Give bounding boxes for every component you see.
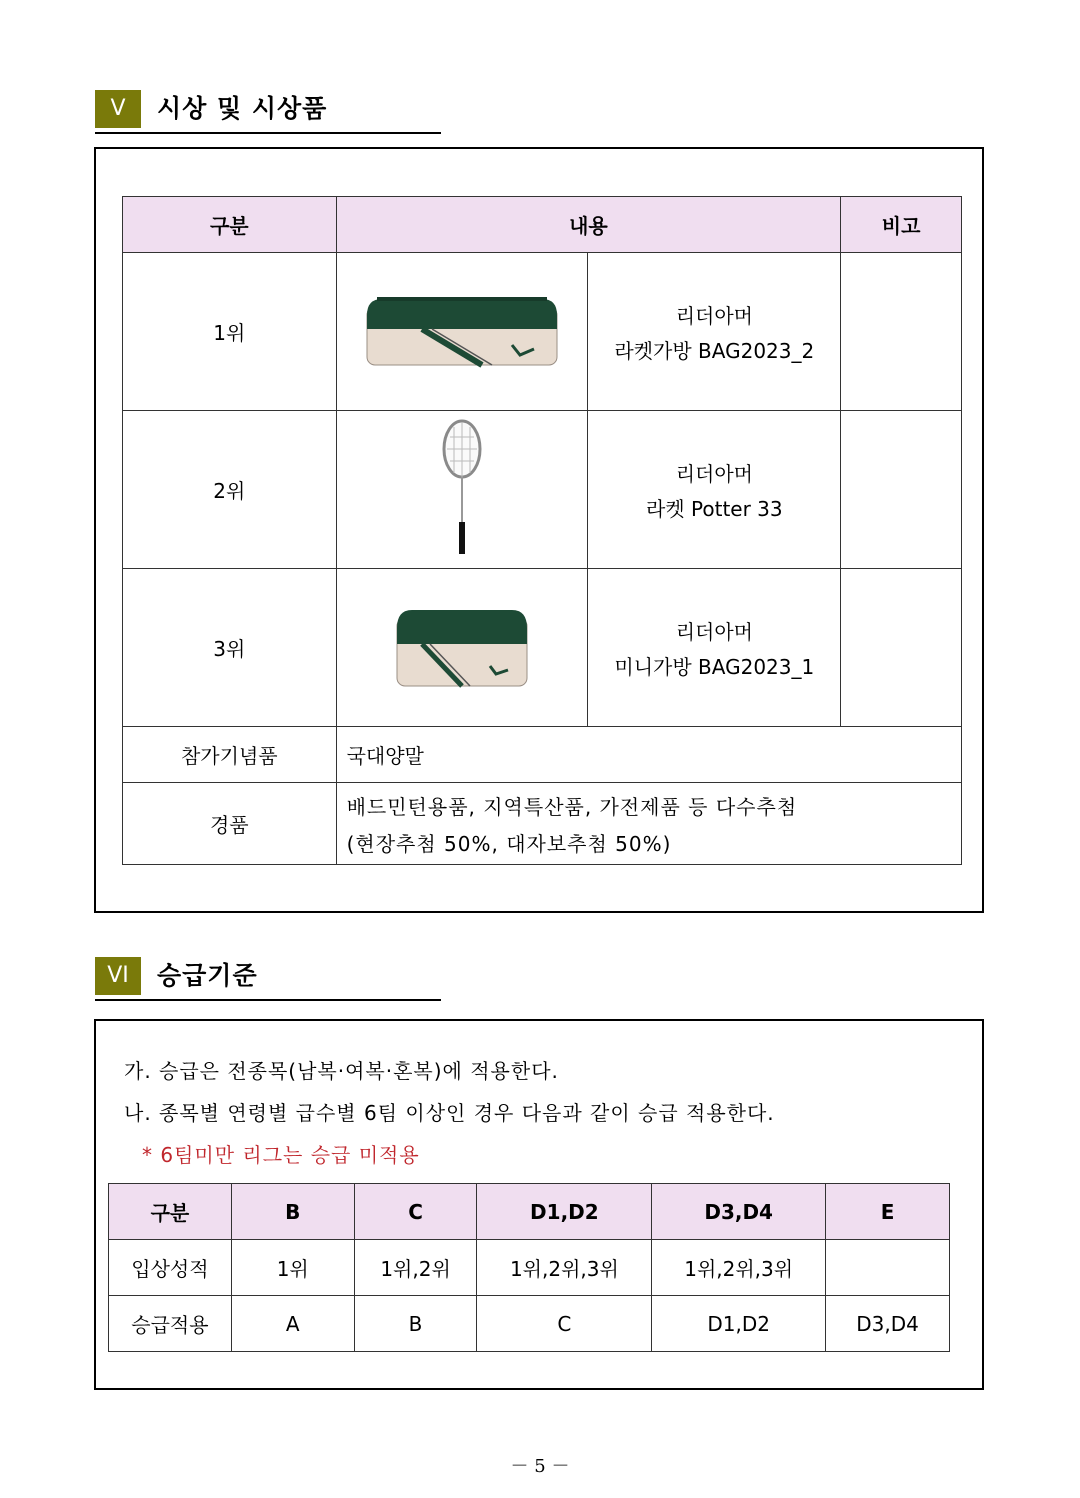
prize-1-brand: 리더아머 [675, 303, 753, 328]
rank-3: 3위 [123, 569, 337, 727]
promo-header-d1d2: D1,D2 [477, 1184, 652, 1240]
table-cell: 승급적용 [109, 1296, 232, 1352]
section-6-heading [95, 957, 441, 1001]
table-cell [826, 1240, 950, 1296]
mini-bag-image [336, 569, 588, 727]
giveaway-label: 경품 [123, 783, 337, 865]
promo-header-e: E [826, 1184, 950, 1240]
table-row [109, 1296, 950, 1352]
table-cell: 1위 [231, 1240, 354, 1296]
table-row [123, 253, 962, 411]
table-cell: A [231, 1296, 354, 1352]
promo-header-b: B [231, 1184, 354, 1240]
page-number: － 5 － [510, 1456, 570, 1477]
awards-box [94, 147, 984, 913]
section-6-title: 승급기준 [157, 961, 258, 990]
promotion-rule-1: 가. 승급은 전종목(남복·여복·혼복)에 적용한다. [124, 1059, 559, 1083]
section-5-heading [95, 90, 441, 134]
table-cell: B [354, 1296, 477, 1352]
racket-image [336, 411, 588, 569]
table-row [123, 727, 962, 783]
table-cell: 입상성적 [109, 1240, 232, 1296]
header-content: 내용 [336, 197, 841, 253]
header-remarks: 비고 [841, 197, 962, 253]
prize-2-item: 라켓 Potter 33 [646, 496, 783, 521]
prize-1-item: 라켓가방 BAG2023_2 [614, 338, 815, 363]
header-category: 구분 [123, 197, 337, 253]
promotion-note: * 6팀미만 리그는 승급 미적용 [142, 1143, 420, 1167]
mini-bag-illustration [392, 600, 532, 690]
souvenir-label: 참가기념품 [123, 727, 337, 783]
awards-table [122, 196, 962, 865]
promotion-rule-2: 나. 종목별 연령별 급수별 6팀 이상인 경우 다음과 같이 승급 적용한다. [124, 1101, 775, 1125]
section-5-number: V [95, 90, 141, 128]
rank-1: 1위 [123, 253, 337, 411]
prize-2-brand: 리더아머 [675, 461, 753, 486]
promo-header-d3d4: D3,D4 [652, 1184, 826, 1240]
promo-header-category: 구분 [109, 1184, 232, 1240]
table-row [123, 411, 962, 569]
table-cell: D3,D4 [826, 1296, 950, 1352]
prize-3-brand: 리더아머 [675, 619, 753, 644]
table-cell: 1위,2위,3위 [652, 1240, 826, 1296]
racket-bag-illustration [362, 289, 562, 369]
racket-illustration [432, 417, 492, 557]
promotion-table [108, 1183, 950, 1352]
prize-3-remarks [841, 569, 962, 727]
table-cell: D1,D2 [652, 1296, 826, 1352]
rank-2: 2위 [123, 411, 337, 569]
prize-2-desc [588, 411, 841, 569]
table-row [123, 569, 962, 727]
racket-bag-image [336, 253, 588, 411]
table-cell: 1위,2위,3위 [477, 1240, 652, 1296]
prize-1-desc [588, 253, 841, 411]
giveaway-value [336, 783, 961, 865]
table-cell: 1위,2위 [354, 1240, 477, 1296]
giveaway-line-2: (현장추첨 50%, 대자보추첨 50%) [346, 831, 672, 856]
table-cell: C [477, 1296, 652, 1352]
prize-1-remarks [841, 253, 962, 411]
table-row [123, 783, 962, 865]
prize-2-remarks [841, 411, 962, 569]
table-row [109, 1240, 950, 1296]
prize-3-item: 미니가방 BAG2023_1 [614, 654, 815, 679]
promotion-box [94, 1019, 984, 1390]
section-5-title: 시상 및 시상품 [157, 94, 328, 123]
section-6-number: VI [95, 957, 141, 995]
prize-3-desc [588, 569, 841, 727]
promo-header-c: C [354, 1184, 477, 1240]
giveaway-line-1: 배드민턴용품, 지역특산품, 가전제품 등 다수추첨 [346, 794, 798, 819]
souvenir-value: 국대양말 [336, 727, 961, 783]
